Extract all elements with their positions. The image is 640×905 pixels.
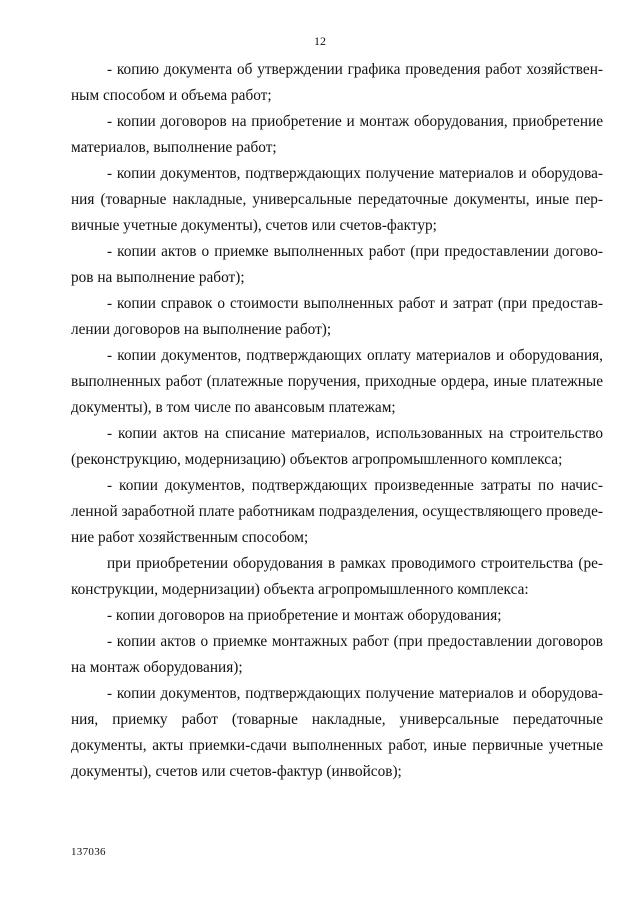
list-item: - копии документов, подтверждающих оплату материалов и оборудования, выполненных работ (платежные поручения, приходные ордера, иные платежные документы), в том числе по авансовым платежам; — [71, 347, 603, 416]
list-item: - копии договоров на приобретение и монтаж оборудования, приобретение материалов, выполнение работ; — [71, 113, 603, 156]
document-code: 137036 — [71, 846, 106, 858]
list-item: - копии документов, подтверждающих произведенные затраты по начисленной заработной плате работникам подразделения, осуществляющего проведение работ хозяйственным способом; — [71, 477, 603, 546]
list-item: - копии актов о приемке выполненных работ (при предоставлении договоров на выполнение работ); — [71, 243, 603, 286]
document-body — [71, 57, 603, 785]
list-item: - копии договоров на приобретение и монтаж оборудования; — [107, 607, 502, 624]
list-item: - копию документа об утверждении графика проведения работ хозяйственным способом и объема работ; — [71, 61, 603, 104]
page-number: 12 — [314, 34, 326, 48]
list-item: - копии документов, подтверждающих получение материалов и оборудования (товарные накладные, универсальные передаточные документы, иные первичные учетные документы), счетов или счетов-фактур; — [71, 165, 603, 234]
list-item: - копии актов на списание материалов, использованных на строительство (реконструкцию, модернизацию) объектов агропромышленного комплекса; — [71, 425, 603, 468]
list-item: - копии справок о стоимости выполненных работ и затрат (при предоставлении договоров на выполнение работ); — [71, 295, 603, 338]
list-item: - копии актов о приемке монтажных работ (при предоставлении договоров на монтаж оборудования); — [71, 633, 603, 676]
list-item: - копии документов, подтверждающих получение материалов и оборудования, приемку работ (товарные накладные, универсальные передаточные документы, акты приемки-сдачи выполненных работ, иные первичные учетные документы), счетов или счетов-фактур (инвойсов); — [71, 685, 603, 780]
section-intro: при приобретении оборудования в рамках проводимого строительства (реконструкции, модернизации) объекта агропромышленного комплекса: — [71, 555, 603, 598]
